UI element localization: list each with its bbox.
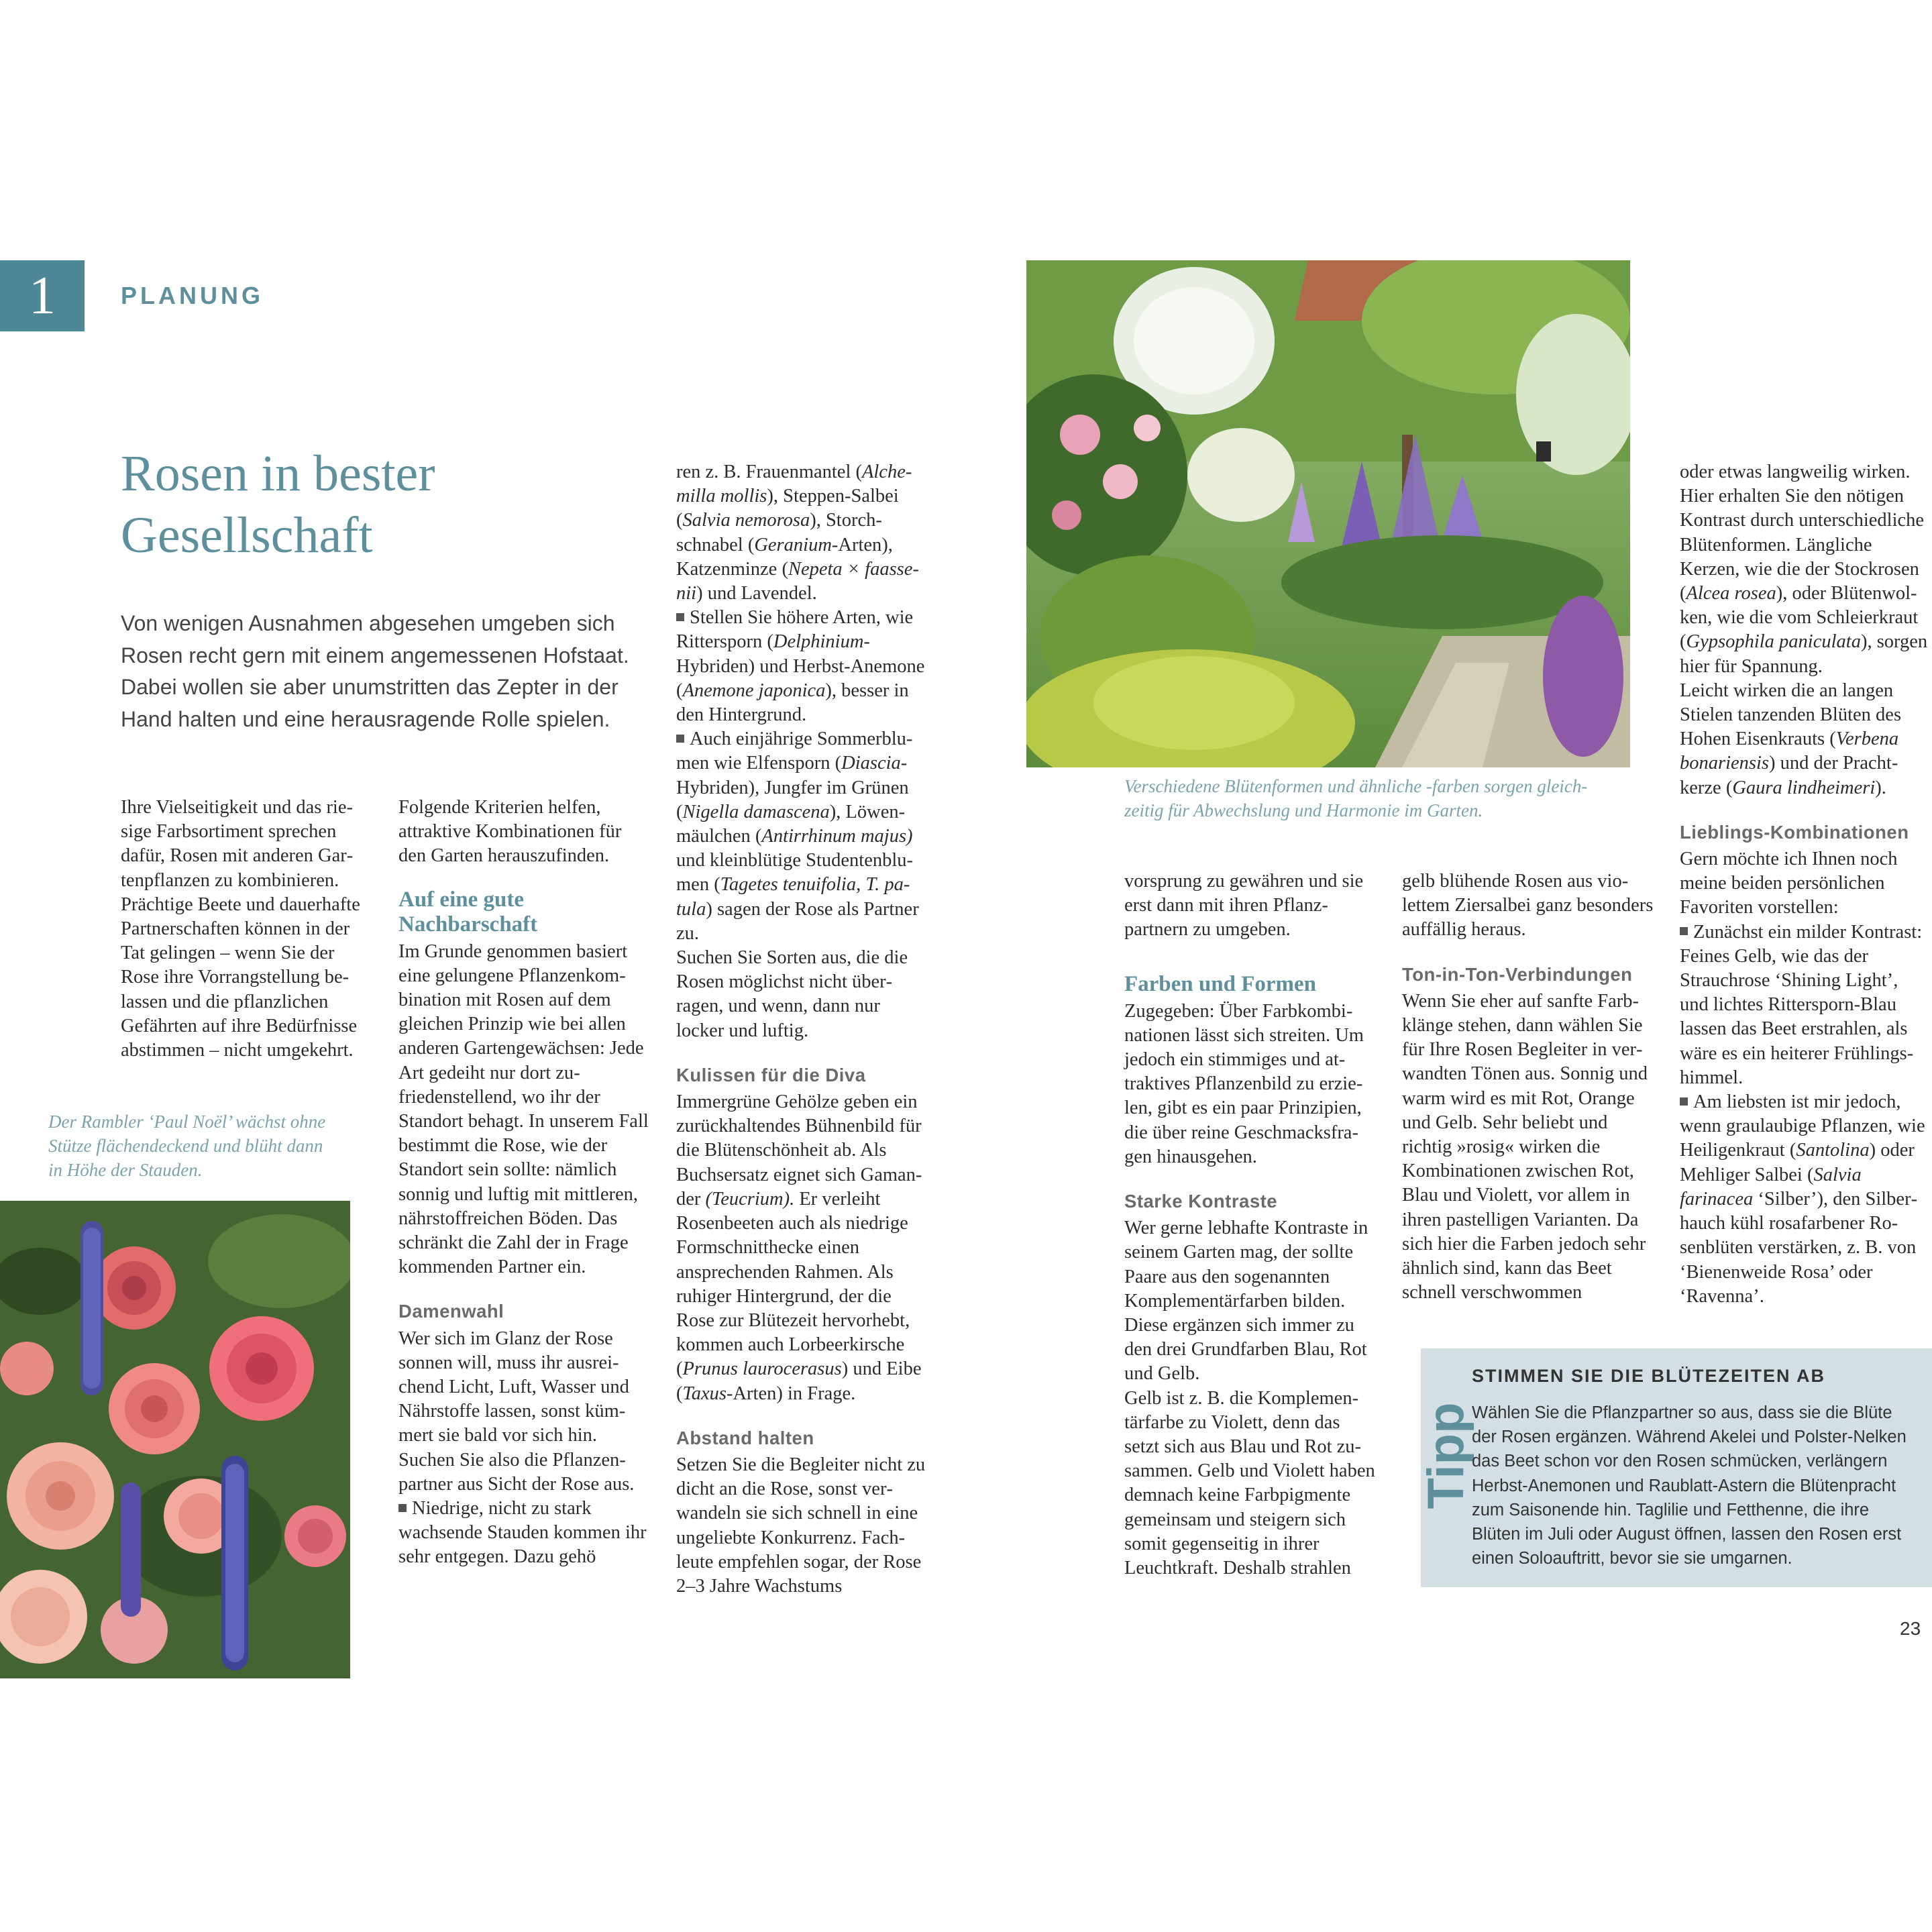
paragraph-damenwahl: Wer sich im Glanz der Rose sonnen will, muss ihr ausreichend Licht, Luft, Wasser und Nährstoffe lassen, sonst kümmert sie bald vor sich hin. Suchen Sie also die Pflanzenpartner aus Sicht der Rose aus.	[398, 1328, 635, 1495]
garden-photo	[1026, 260, 1630, 767]
latin-name: Salvia nemorosa	[682, 510, 810, 531]
rose-lupine-illustration	[0, 1201, 350, 1678]
text-run: -Arten) in Frage.	[726, 1383, 856, 1404]
text-run: ), besser in den Hintergrund.	[676, 680, 909, 726]
text-run: ren z. B. Frauenmantel (	[676, 462, 862, 482]
latin-name: Gypsophila paniculata	[1686, 631, 1861, 653]
lead-paragraph	[121, 608, 631, 735]
text-run: ) oder Mehliger Salbei (	[1680, 1140, 1915, 1185]
bullet-item	[398, 1497, 652, 1570]
paragraph-kontrast-formen	[1680, 460, 1929, 679]
lead-line: Rosen recht gern mit einem angemessenen Hofstaat.	[121, 643, 629, 667]
bullet-item	[1680, 1090, 1929, 1309]
paragraph-lieblings: Gern möchte ich Ihnen noch meine beiden persönlichen Favoriten vorstellen:	[1680, 849, 1898, 918]
latin-name: Alcea rosea	[1686, 583, 1776, 604]
latin-name: T. patula	[676, 874, 910, 920]
paragraph-nachbarschaft: Im Grunde genommen basiert eine gelungene Pflanzenkombination mit Rosen auf dem gleichen Prinzip wie bei allen anderen Gartengewächsen: Jede Art gedeiht nur dort zufriedenstellend, wo ihr der Standort behagt. In unserem Fall bestimmt die Rose, wie der Standort sein sollte: nämlich sonnig und luftig mit mittleren, nährstoffreichen Böden. Das schränkt die Zahl der in Frage kommenden Partner ein.	[398, 941, 649, 1278]
text-run: ), Löwenmäulchen (	[676, 801, 906, 847]
text-column-5	[1402, 869, 1657, 1305]
bullet-square-icon	[676, 735, 684, 743]
latin-name: Diascia-	[841, 753, 908, 774]
lead-line: Von wenigen Ausnahmen abgesehen umgeben sich	[121, 611, 615, 635]
paragraph-ton-in-ton: Wenn Sie eher auf sanfte Farbklänge stehen, dann wählen Sie für Ihre Rosen Begleiter in verwandten Tönen aus. Sonnig und warm wird es mit Rot, Orange und Gelb. Sehr beliebt und richtig »rosig« wirken die Kombinationen zwischen Rot, Blau und Violett, vor allem in ihren pastelligen Varianten. Da sich hier die Farben jedoch sehr ähnlich sind, kann das Beet schnell verschwommen	[1402, 990, 1648, 1303]
paragraph-abstand: Setzen Sie die Begleiter nicht zu dicht an die Rose, sonst verwandeln sie sich schnell in eine ungeliebte Konkurrenz. Fachleute empfehlen sogar, der Rose 2–3 Jahre Wachstums	[676, 1454, 926, 1597]
text-run: oder etwas langweilig wirken. Hier erhalten Sie den nötigen Kontrast durch unterschiedliche Blütenformen. Längliche Kerzen, wie die der Stockrosen (	[1680, 462, 1925, 604]
latin-name: Prunus laurocerasus	[682, 1358, 842, 1380]
caption-right	[1124, 774, 1648, 822]
text-run: ) und Eibe (	[676, 1358, 922, 1404]
paragraph-eisenkraut	[1680, 679, 1929, 800]
paragraph-continuation: gelb blühende Rosen aus violettem Ziersalbei ganz besonders auffällig heraus.	[1402, 871, 1654, 941]
text-run: Leicht wirken die an langen Stielen tanzenden Blüten des Hohen Eisenkrauts (	[1680, 680, 1902, 750]
latin-name: Santolina	[1796, 1140, 1870, 1161]
latin-name: Taxus	[682, 1383, 727, 1404]
latin-name: Alchemilla mollis	[676, 462, 912, 507]
text-column-6	[1680, 460, 1929, 1309]
bullet-item	[676, 727, 931, 946]
bullet-square-icon	[676, 613, 684, 621]
text-run: -Arten), Katzenminze (	[676, 534, 893, 580]
latin-name: Nepeta × faassenii	[676, 558, 919, 604]
text-run: und kleinblütige Studentenblumen (	[676, 850, 914, 896]
title-line-1: Rosen in bester	[121, 445, 435, 502]
bullet-square-icon	[1680, 927, 1688, 935]
heading-damenwahl: Damenwahl	[398, 1301, 504, 1322]
text-column-4	[1124, 869, 1379, 1580]
heading-farben: Farben und Formen	[1124, 971, 1317, 996]
bullet-text: Zunächst ein milder Kontrast: Feines Gelb, wie das der Strauchrose ‘Shining Light’, und lichtes Rittersporn-Blau lassen das Beet erstrahlen, als wäre es ein heiterer Frühlingshimmel.	[1680, 921, 1923, 1088]
caption-left	[48, 1110, 364, 1182]
text-run: ), Storchschnabel (	[676, 510, 882, 555]
chapter-number-box	[0, 260, 85, 331]
caption-line: Stütze flächendeckend und blüht dann	[48, 1136, 323, 1156]
text-run: Immergrüne Gehölze geben ein zurückhaltendes Bühnenbild für die Blütenschönheit ab. Als Buchsersatz eignet sich Gamander	[676, 1091, 922, 1210]
text-run: ‘Silber’), den Silberhauch kühl rosafarbener Rosenblüten verstärken, z. B. von ‘Bienenweide Rosa’ oder ‘Ravenna’.	[1680, 1188, 1918, 1307]
text-run: ).	[1875, 777, 1886, 798]
bullet-square-icon	[1680, 1097, 1688, 1106]
rose-lupine-photo	[0, 1201, 350, 1678]
title-line-2: Gesellschaft	[121, 507, 373, 564]
latin-name: Tagetes tenuifolia	[720, 874, 857, 896]
heading-kulissen: Kulissen für die Diva	[676, 1064, 866, 1085]
text-run: ), oder Blütenwolken, wie die vom Schleierkraut (	[1680, 583, 1919, 653]
paragraph-suchen: Suchen Sie Sorten aus, die die Rosen möglichst nicht überragen, und wenn, dann nur locker und luftig.	[676, 947, 908, 1041]
bullet-text: Niedrige, nicht zu stark wachsende Stauden kommen ihr sehr entgegen. Dazu gehö	[398, 1498, 647, 1568]
text-run: ) sagen der Rose als Partner zu.	[676, 898, 919, 944]
latin-name: Antirrhinum majus)	[761, 826, 913, 847]
bullet-item	[676, 606, 931, 727]
page-title	[121, 443, 617, 566]
heading-ton-in-ton: Ton-in-Ton-Verbindungen	[1402, 963, 1633, 985]
heading-lieblings: Lieblings-Kombinationen	[1680, 821, 1909, 843]
text-run: ) und der Prachtkerze (	[1680, 753, 1898, 798]
garden-illustration	[1026, 260, 1630, 767]
paragraph-continuation: vorsprung zu gewähren und sie erst dann mit ihren Pflanzpartnern zu umgeben.	[1124, 871, 1364, 941]
latin-name: Anemone japonica	[682, 680, 826, 701]
tip-label: Tipp	[1417, 1402, 1474, 1509]
text-run: ), Steppen-Salbei (	[676, 486, 899, 531]
latin-name: Verbena bonariensis	[1680, 729, 1899, 774]
text-run: Hybriden) und Herbst-Anemone (	[676, 655, 925, 701]
latin-name: Salvia farinacea	[1680, 1164, 1862, 1210]
bullet-square-icon	[398, 1504, 407, 1512]
text-run: Stellen Sie höhere Arten, wie Rittersporn (	[676, 607, 914, 653]
lead-line: Hand halten und eine herausragende Rolle spielen.	[121, 706, 610, 731]
tip-title: STIMMEN SIE DIE BLÜTEZEITEN AB	[1472, 1366, 1826, 1386]
paragraph-kulissen	[676, 1090, 931, 1406]
paragraph-farben: Zugegeben: Über Farbkombinationen lässt sich streiten. Um jedoch ein stimmiges und attraktives Pflanzenbild zu erzielen, gibt es ein paar Prinzipien, die über reine Geschmacksfragen hinausgehen.	[1124, 1000, 1364, 1167]
caption-line: in Höhe der Stauden.	[48, 1160, 203, 1180]
caption-line: zeitig für Abwechslung und Harmonie im Garten.	[1124, 800, 1483, 820]
text-run: Auch einjährige Sommerblumen wie Elfensporn (	[676, 729, 913, 774]
heading-kontraste: Starke Kontraste	[1124, 1191, 1278, 1212]
paragraph-kontraste-2: Gelb ist z. B. die Komplementärfarbe zu Violett, denn das setzt sich aus Blau und Rot zusammen. Gelb und Violett haben demnach keine Farbpigmente gemeinsam und steigern sich somit gegenseitig in ihrer Leuchtkraft. Deshalb strahlen	[1124, 1387, 1375, 1579]
text-run: Er verleiht Rosenbeeten auch als niedrige Formschnitthecke einen ansprechenden Rahmen. Als ruhiger Hintergrund, der die Rose zur Blütezeit hervorhebt, kommen auch Lorbeerkirsche (	[676, 1188, 910, 1380]
lead-line: Dabei wollen sie aber unumstritten das Zepter in der	[121, 675, 619, 699]
heading-nachbarschaft: Auf eine gute Nachbarschaft	[398, 887, 538, 936]
text-run: ), sorgen hier für Spannung.	[1680, 631, 1928, 677]
chapter-label: PLANUNG	[121, 282, 264, 309]
latin-name: Geranium	[754, 534, 832, 555]
heading-abstand: Abstand halten	[676, 1427, 814, 1448]
text-column-1	[121, 796, 373, 1063]
latin-name: Nigella damascena	[682, 801, 830, 822]
latin-name: (Teucrium).	[705, 1188, 795, 1210]
caption-line: Verschiedene Blütenformen und ähnliche -farben sorgen gleich-	[1124, 776, 1588, 796]
text-run: Hybriden), Jungfer im Grünen (	[676, 777, 909, 822]
criteria-intro: Folgende Kriterien helfen, attraktive Kombinationen für den Garten herauszufinden.	[398, 797, 622, 867]
latin-name: Delphinium-	[773, 631, 870, 653]
paragraph-kontraste-1: Wer gerne lebhafte Kontraste in seinem Garten mag, der sollte Paare aus den sogenannten Komplementärfarben bilden. Diese ergänzen sich immer zu den drei Grundfarben Blau, Rot und Gelb.	[1124, 1218, 1368, 1385]
text-run: Am liebsten ist mir jedoch, wenn graulaubige Pflanzen, wie Heiligenkraut (	[1680, 1091, 1925, 1161]
page-number: 23	[1900, 1618, 1921, 1639]
chapter-number: 1	[29, 266, 56, 325]
text-column-2	[398, 796, 652, 1570]
bullet-item	[1680, 920, 1929, 1090]
paragraph-continuation	[676, 460, 931, 606]
latin-name: Gaura lindheimeri	[1732, 777, 1876, 798]
tip-text: Wählen Sie die Pflanzpartner so aus, dass sie die Blüte der Rosen ergänzen. Während Akelei und Polster-Nelken das Beet schon vor den Rosen schmücken, verlängern Herbst-Anemonen und Raublatt-Astern die Blütenpracht zum Saisonende hin. Taglilie und Fetthenne, die ihre Blüten im Juli oder August öffnen, lassen den Rosen erst einen Soloauftritt, bevor sie sie umgarnen.	[1472, 1403, 1907, 1568]
text-run: ) und Lavendel.	[696, 583, 817, 604]
caption-line: Der Rambler ‘Paul Noël’ wächst ohne	[48, 1112, 326, 1132]
intro-paragraph: Ihre Vielseitigkeit und das riesige Farbsortiment sprechen dafür, Rosen mit anderen Gartenpflanzen zu kombinieren. Prächtige Beete und dauerhafte Partnerschaften können in der Tat gelingen – wenn Sie der Rose ihre Vorrangstellung belassen und die pflanzlichen Gefährten auf ihre Bedürfnisse abstimmen – nicht umgekehrt.	[121, 797, 360, 1061]
text-run: ,	[856, 874, 866, 896]
text-column-3	[676, 460, 931, 1599]
